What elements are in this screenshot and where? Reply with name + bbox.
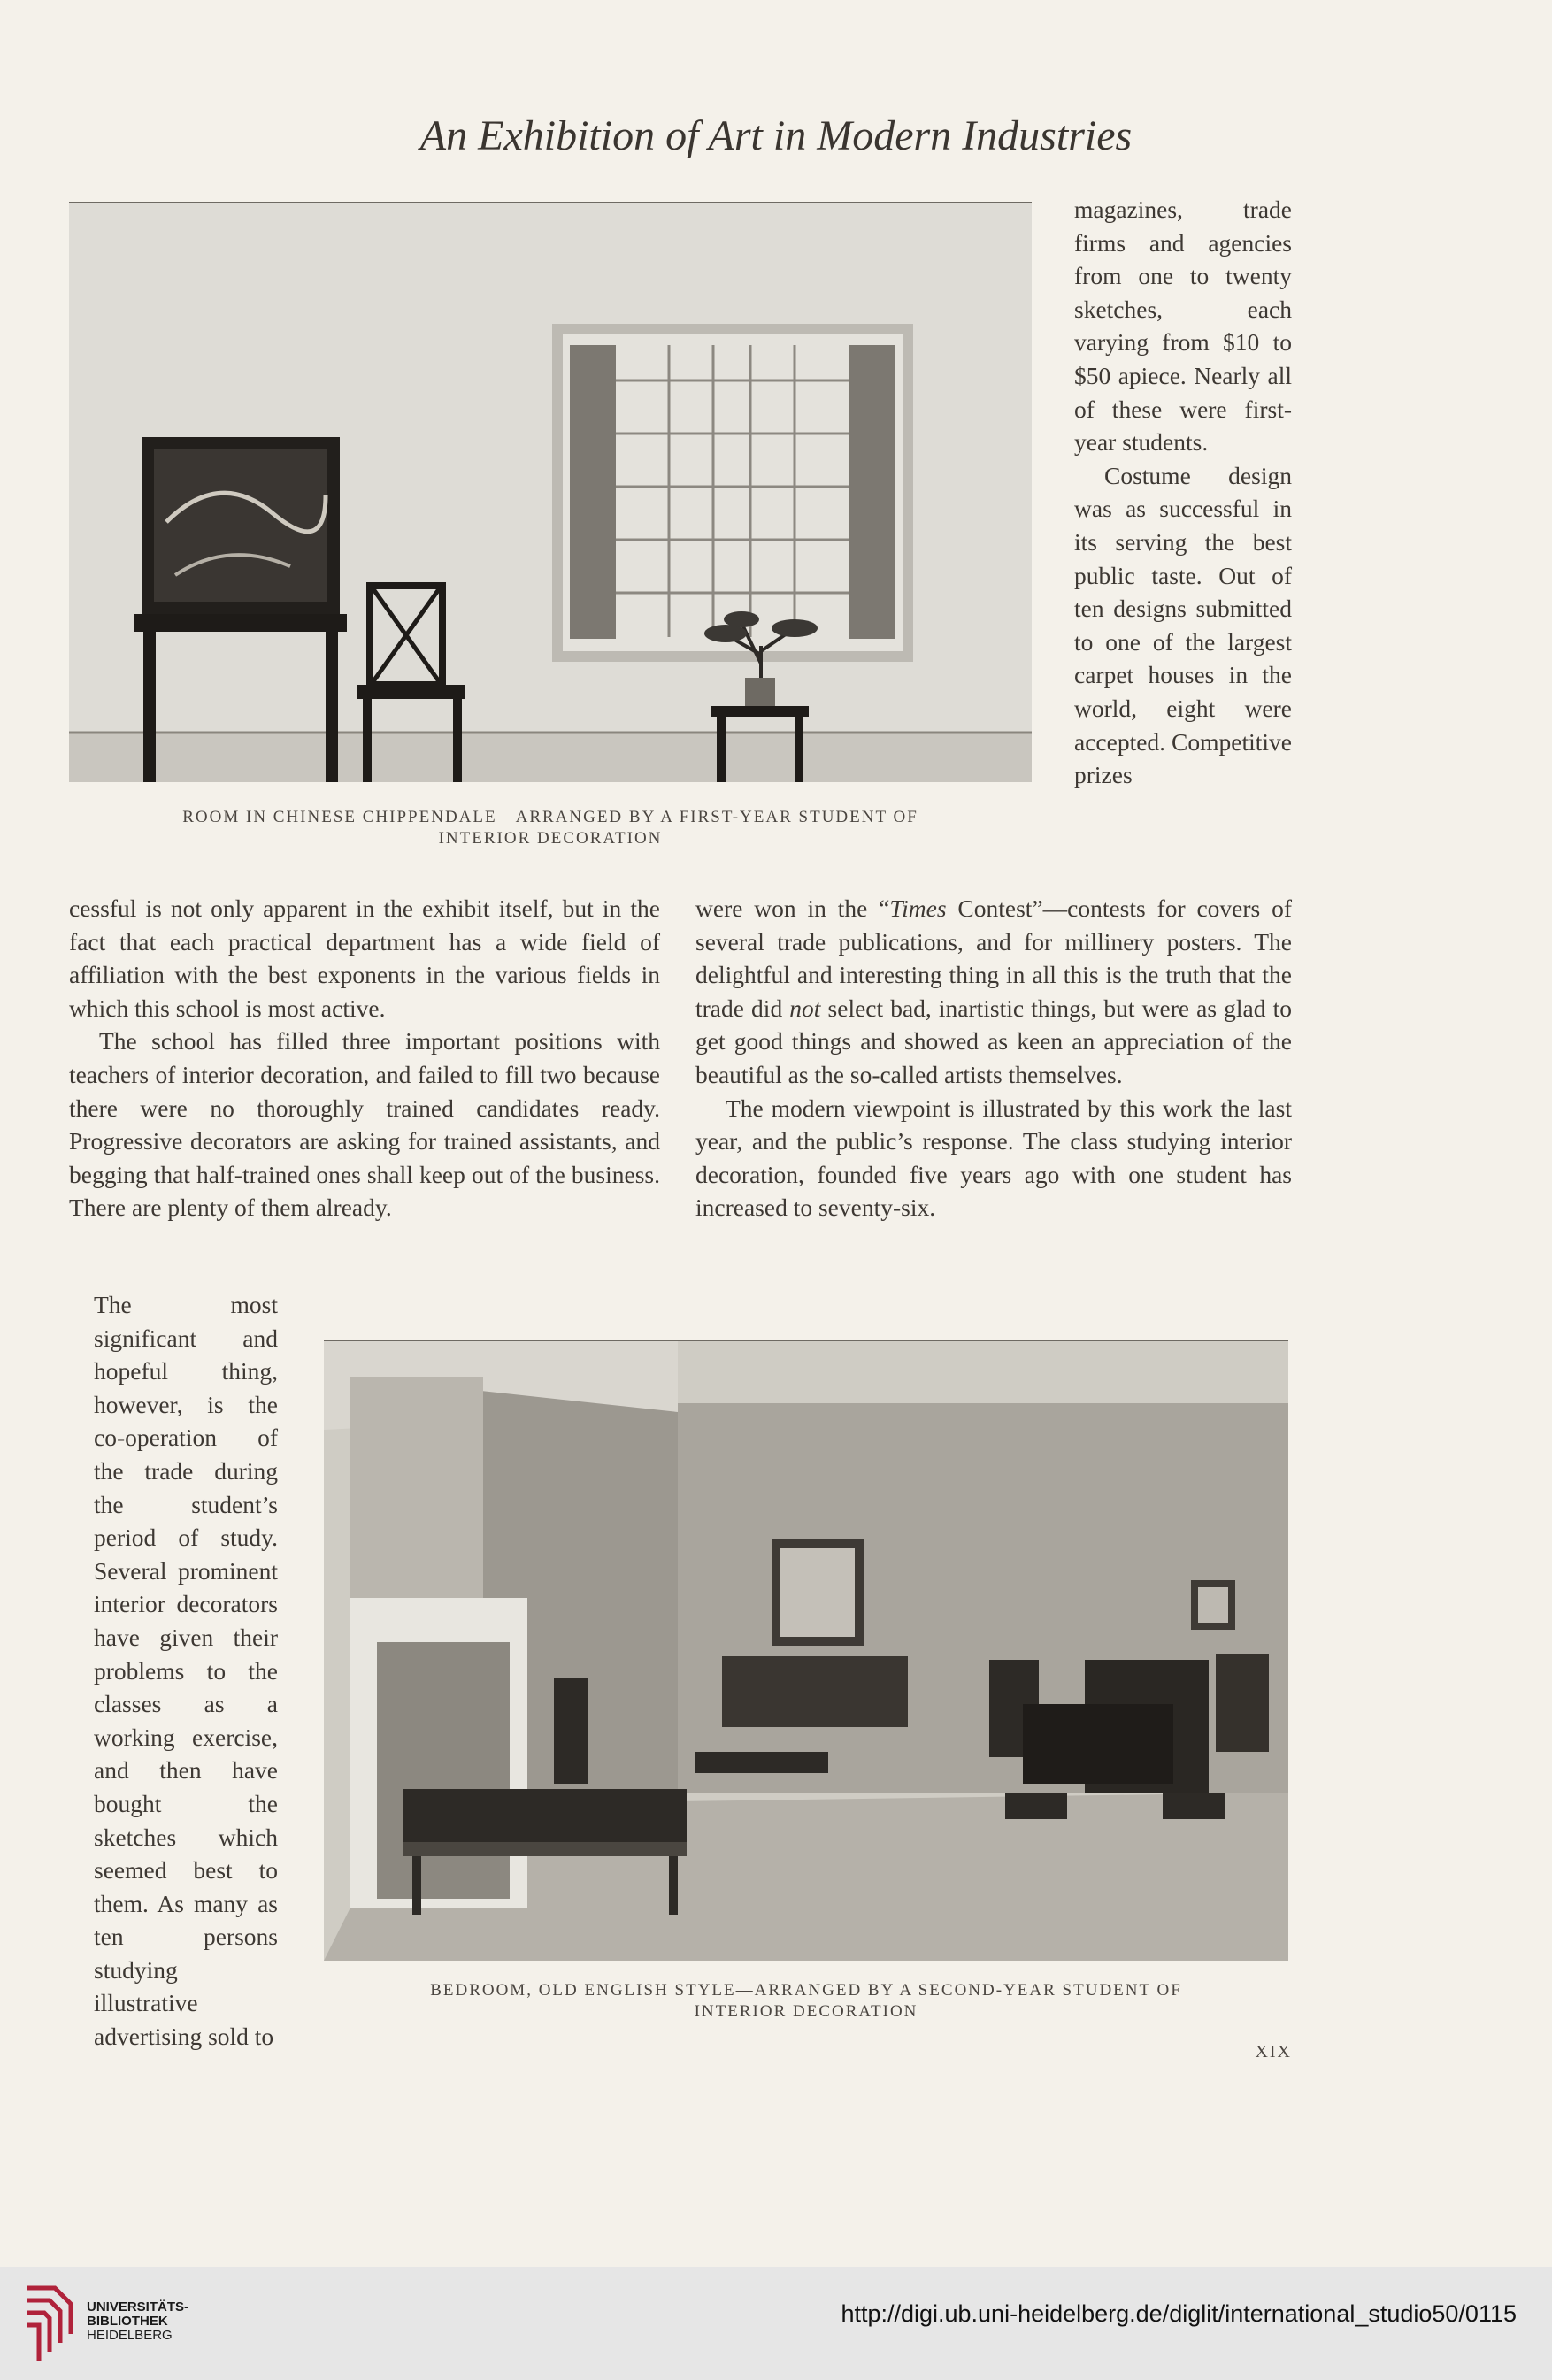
column-left-narrow <box>94 1288 278 2054</box>
text-run-italic: Times <box>889 894 947 922</box>
text-run-italic: not <box>789 994 821 1022</box>
figure1-caption-line2: INTERIOR DECORATION <box>438 829 663 848</box>
library-name-line3: HEIDELBERG <box>87 2328 173 2343</box>
figure2-caption-line1: BEDROOM, OLD ENGLISH STYLE—ARRANGED BY A SECOND-YEAR STUDENT OF <box>430 1981 1182 2000</box>
figure2-caption <box>324 1980 1288 2023</box>
text-run: select bad, inartistic things, but were as glad to get good things and showed as keen an appreciation of the beautiful as the so-called artists themselves. <box>695 994 1292 1088</box>
library-name-line2: BIBLIOTHEK <box>87 2314 168 2329</box>
library-name <box>87 2300 188 2343</box>
column-right <box>695 892 1292 1225</box>
text-run: Contest”—contests for covers of several trade publications, and for millinery posters. The delightful and interesting thing in all this is the truth that the trade did <box>695 894 1292 1022</box>
page-number: XIX <box>1255 2042 1292 2061</box>
figure2-caption-line2: INTERIOR DECORATION <box>694 2002 918 2021</box>
source-url-link[interactable]: http://digi.ub.uni-heidelberg.de/diglit/international_studio50/0115 <box>841 2300 1517 2327</box>
paragraph: The modern viewpoint is illustrated by this work the last year, and the public’s response. The class studying interior decoration, founded five years ago with one student has increased to seventy-six. <box>695 1094 1292 1222</box>
column-right-narrow <box>1074 193 1292 792</box>
column-left <box>69 892 660 1225</box>
text-run: were won in the “ <box>695 894 890 922</box>
paragraph: The school has filled three important positions with teachers of interior decoration, and failed to fill two because there were no thoroughly trained candidates ready. Progressive decorators are asking for trained assistants, and begging that half-trained ones shall keep out of the business. There are plenty of them already. <box>69 1027 660 1222</box>
figure-old-english-bedroom <box>324 1340 1288 1961</box>
paragraph <box>695 892 1292 1092</box>
library-name-line1: UNIVERSITÄTS- <box>87 2299 189 2315</box>
running-header: An Exhibition of Art in Modern Industries <box>419 112 1133 159</box>
figure1-caption-line1: ROOM IN CHINESE CHIPPENDALE—ARRANGED BY A FIRST-YEAR STUDENT OF <box>182 808 918 826</box>
library-logo-icon <box>19 2281 76 2366</box>
paragraph: cessful is not only apparent in the exhibit itself, but in the fact that each practical department has a wide field of affiliation with the best exponents in the various fields in which this school is most active. <box>69 894 660 1022</box>
figure1-caption <box>71 807 1030 849</box>
paragraph: The most significant and hopeful thing, however, is the co-operation of the trade during the student’s period of study. Several prominent interior decorators have given their problems to the classes as a working exercise, and then have bought the sketches which seemed best to them. As many as ten persons studying illustrative advertising sold to <box>94 1291 278 2051</box>
paragraph: Costume design was as successful in its serving the best public taste. Out of ten designs submitted to one of the largest carpet houses in the world, eight were accepted. Competitive prizes <box>1074 461 1292 789</box>
figure-chinese-chippendale-room <box>69 202 1032 782</box>
paragraph: magazines, trade firms and agencies from one to twenty sketches, each varying from $10 to $50 apiece. Nearly all of these were first-year students. <box>1074 196 1292 457</box>
